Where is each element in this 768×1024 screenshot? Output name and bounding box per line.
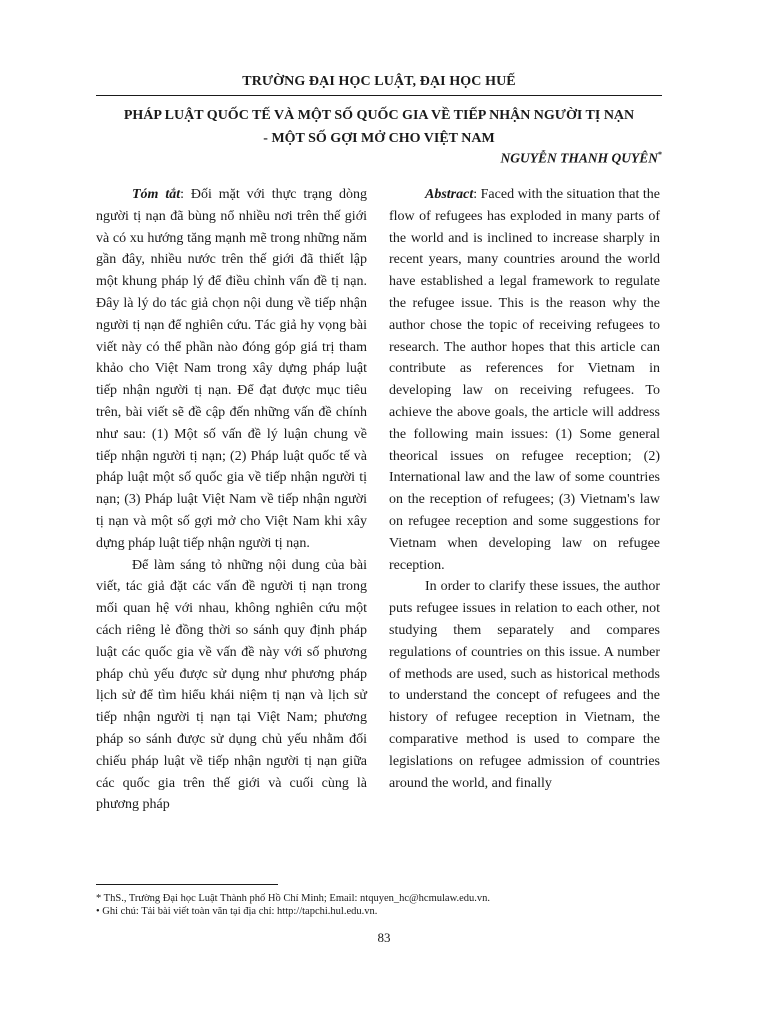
vietnamese-abstract-column — [96, 184, 367, 816]
journal-header: TRƯỜNG ĐẠI HỌC LUẬT, ĐẠI HỌC HUẾ — [242, 74, 516, 89]
footnote-divider — [96, 884, 278, 885]
footnote-author: * ThS., Trường Đại học Luật Thành phố Hồ Chí Minh; Email: ntquyen_hc@hcmulaw.edu.vn. — [96, 893, 491, 904]
header-divider — [96, 95, 662, 96]
vietnamese-abstract-label: Tóm tắt — [132, 187, 181, 202]
vietnamese-paragraph-1 — [96, 184, 367, 555]
title-line-1: PHÁP LUẬT QUỐC TẾ VÀ MỘT SỐ QUỐC GIA VỀ TIẾP NHẬN NGƯỜI TỊ NẠN — [123, 108, 635, 123]
title-line-2: - MỘT SỐ GỢI MỞ CHO VIỆT NAM — [263, 131, 495, 146]
english-abstract-column — [389, 184, 660, 794]
author-name-text: NGUYỄN THANH QUYÊN — [500, 150, 658, 166]
footnote-download-note: • Ghi chú: Tải bài viết toàn văn tại địa chỉ: http://tapchi.hul.edu.vn. — [96, 906, 378, 917]
author-footnote-mark: * — [658, 150, 662, 159]
article-title — [96, 104, 662, 150]
english-abstract-label: Abstract — [425, 187, 474, 202]
author-name — [501, 150, 663, 167]
english-paragraph-1-text: : Faced with the situation that the flow of refugees has exploded in many parts of the world and is inclined to increase sharply in recent years, many countries around the world have established a legal framework to regulate the refugee issue. This is the reason why the author chose the topic of receiving refugees to research. The author hopes that this article can contribute as references for Vietnam in developing law on receiving refugees. To achieve the above goals, the article will address the following main issues: (1) Some general theorical issues on refugee reception; (2) International law and the law of some countries on the reception of refugees; (3) Vietnam's law on refugee reception and some suggestions for Vietnam when developing law on refugee reception. — [389, 187, 660, 573]
page-number: 83 — [377, 930, 391, 945]
vietnamese-paragraph-2: Để làm sáng tỏ những nội dung của bài viết, tác giả đặt các vấn đề người tị nạn trong mối quan hệ với nhau, không nghiên cứu một cách riêng lẻ đồng thời so sánh quy định pháp luật các quốc gia về vấn đề này với số phương pháp chủ yếu được sử dụng như phương pháp lịch sử để tìm hiểu khái niệm tị nạn và lịch sử tiếp nhận người tị nạn tại Việt Nam; phương pháp so sánh được sử dụng chủ yếu nhằm đối chiếu pháp luật về tiếp nhận người tị nạn giữa các quốc gia trên thế giới và cuối cùng là phương pháp — [96, 557, 367, 813]
english-paragraph-1 — [389, 184, 660, 576]
english-paragraph-2: In order to clarify these issues, the author puts refugee issues in relation to each other, not studying them separately and compares regulations of countries on this issue. A number of methods are used, such as historical methods to understand the concept of refugees and the history of refugee reception in Vietnam, the comparative method is used to compare the legislations on refugee admission of countries around the world, and finally — [389, 579, 660, 791]
vietnamese-paragraph-1-text: : Đối mặt với thực trạng dòng người tị nạn đã bùng nổ nhiều nơi trên thế giới và có xu hướng tăng mạnh mẽ trong những năm gần đây, nhiều nước trên thế giới đã thiết lập một khung pháp lý để điều chỉnh vấn đề tị nạn. Đây là lý do tác giả chọn nội dung về tiếp nhận người tị nạn để nghiên cứu. Tác giả hy vọng bài viết này có thể phần nào đóng góp giá trị tham khảo cho Việt Nam trong xây dựng pháp luật tiếp nhận người tị nạn. Để đạt được mục tiêu trên, bài viết sẽ đề cập đến những vấn đề chính như sau: (1) Một số vấn đề lý luận chung về tiếp nhận người tị nạn; (2) Pháp luật quốc tế và pháp luật một số quốc gia về tiếp nhận người tị nạn; (3) Pháp luật Việt Nam về tiếp nhận người tị nạn và một số gợi mở cho Việt Nam khi xây dựng pháp luật tiếp nhận người tị nạn. — [96, 187, 367, 551]
footnotes — [96, 892, 662, 918]
